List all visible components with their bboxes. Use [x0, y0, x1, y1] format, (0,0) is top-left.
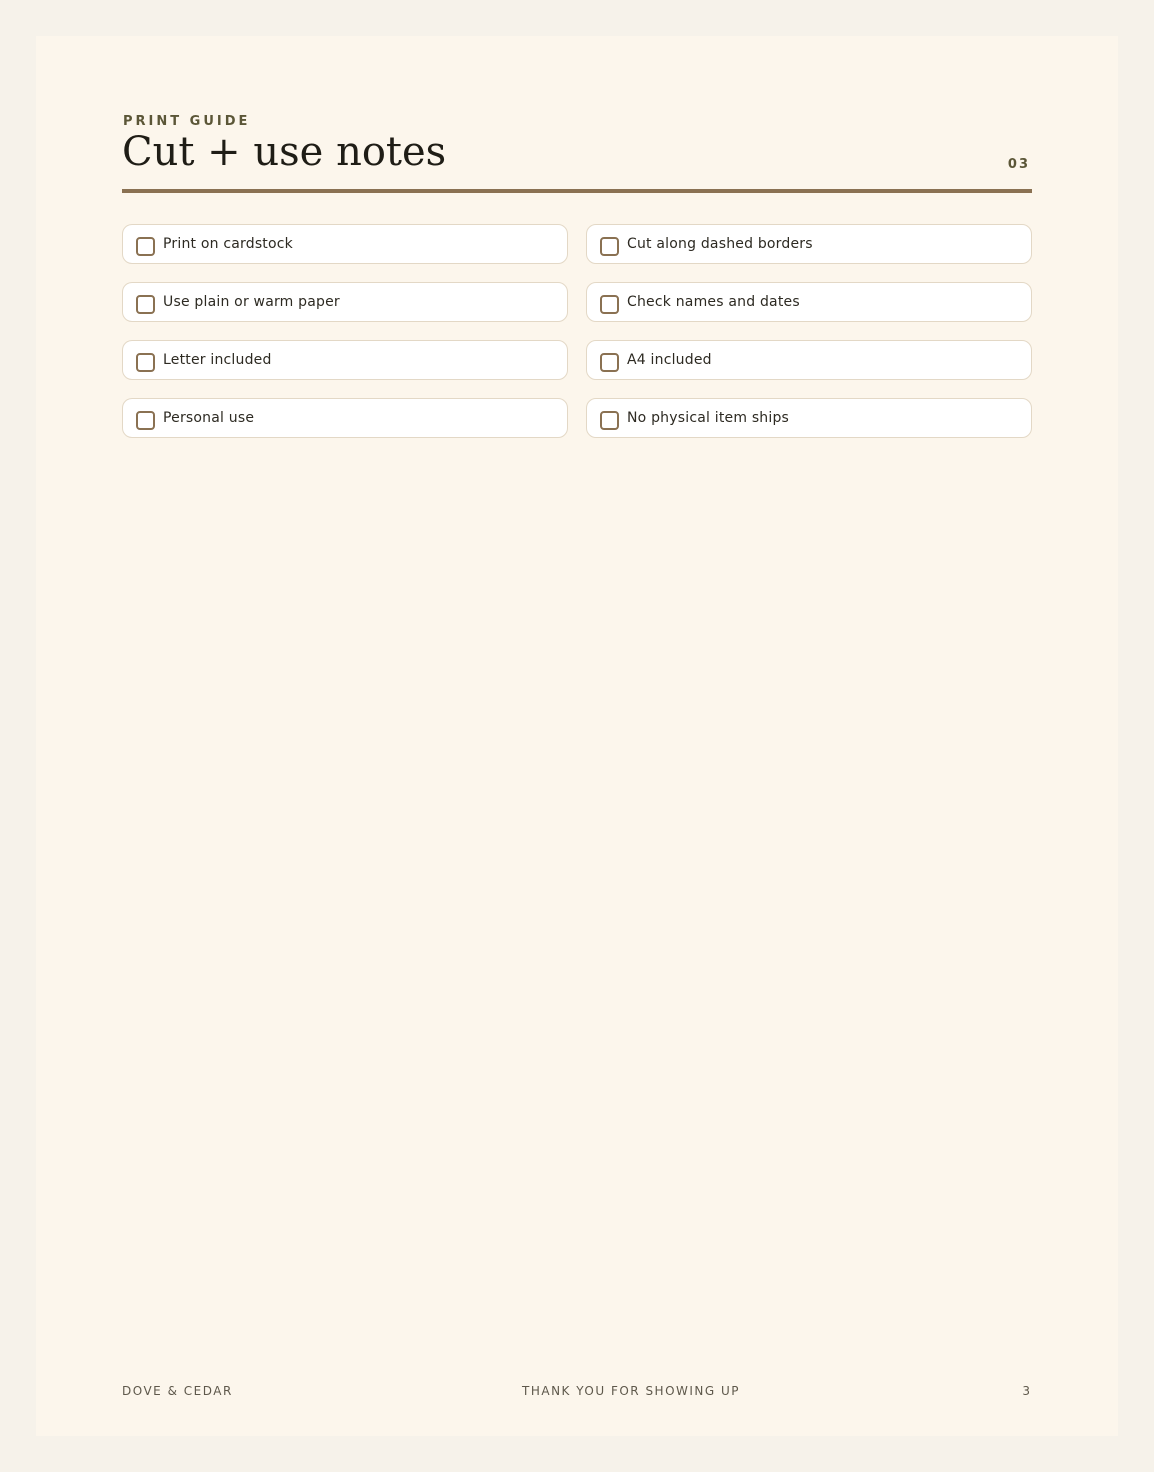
- section-kicker: PRINT GUIDE: [123, 114, 251, 129]
- checklist-item[interactable]: [586, 340, 1032, 380]
- checklist-item[interactable]: [586, 398, 1032, 438]
- checkbox[interactable]: [136, 237, 155, 256]
- checkbox[interactable]: [136, 295, 155, 314]
- page: [36, 36, 1118, 1436]
- checklist: [122, 224, 1032, 438]
- checklist-item-label: Cut along dashed borders: [627, 236, 813, 252]
- checkbox[interactable]: [600, 353, 619, 372]
- page-title: Cut + use notes: [122, 129, 447, 175]
- footer-tagline: THANK YOU FOR SHOWING UP: [522, 1384, 741, 1398]
- checkbox[interactable]: [600, 411, 619, 430]
- checkbox[interactable]: [136, 411, 155, 430]
- checklist-item-label: Use plain or warm paper: [163, 294, 340, 310]
- header-divider: [122, 189, 1032, 193]
- checkbox[interactable]: [600, 237, 619, 256]
- checklist-item-label: No physical item ships: [627, 410, 790, 426]
- checkbox[interactable]: [600, 295, 619, 314]
- checkbox[interactable]: [136, 353, 155, 372]
- footer-page-number: 3: [1022, 1384, 1030, 1398]
- checklist-item[interactable]: [586, 282, 1032, 322]
- checklist-item-label: Personal use: [163, 410, 255, 426]
- section-number: 03: [1007, 157, 1030, 172]
- footer-brand: DOVE & CEDAR: [122, 1384, 233, 1398]
- checklist-item[interactable]: [122, 340, 568, 380]
- checklist-item[interactable]: [586, 224, 1032, 264]
- checklist-item-label: A4 included: [627, 352, 712, 368]
- checklist-item[interactable]: [122, 282, 568, 322]
- checklist-item-label: Letter included: [163, 352, 272, 368]
- checklist-item-label: Print on cardstock: [163, 236, 293, 252]
- checklist-item-label: Check names and dates: [627, 294, 800, 310]
- checklist-item[interactable]: [122, 224, 568, 264]
- checklist-item[interactable]: [122, 398, 568, 438]
